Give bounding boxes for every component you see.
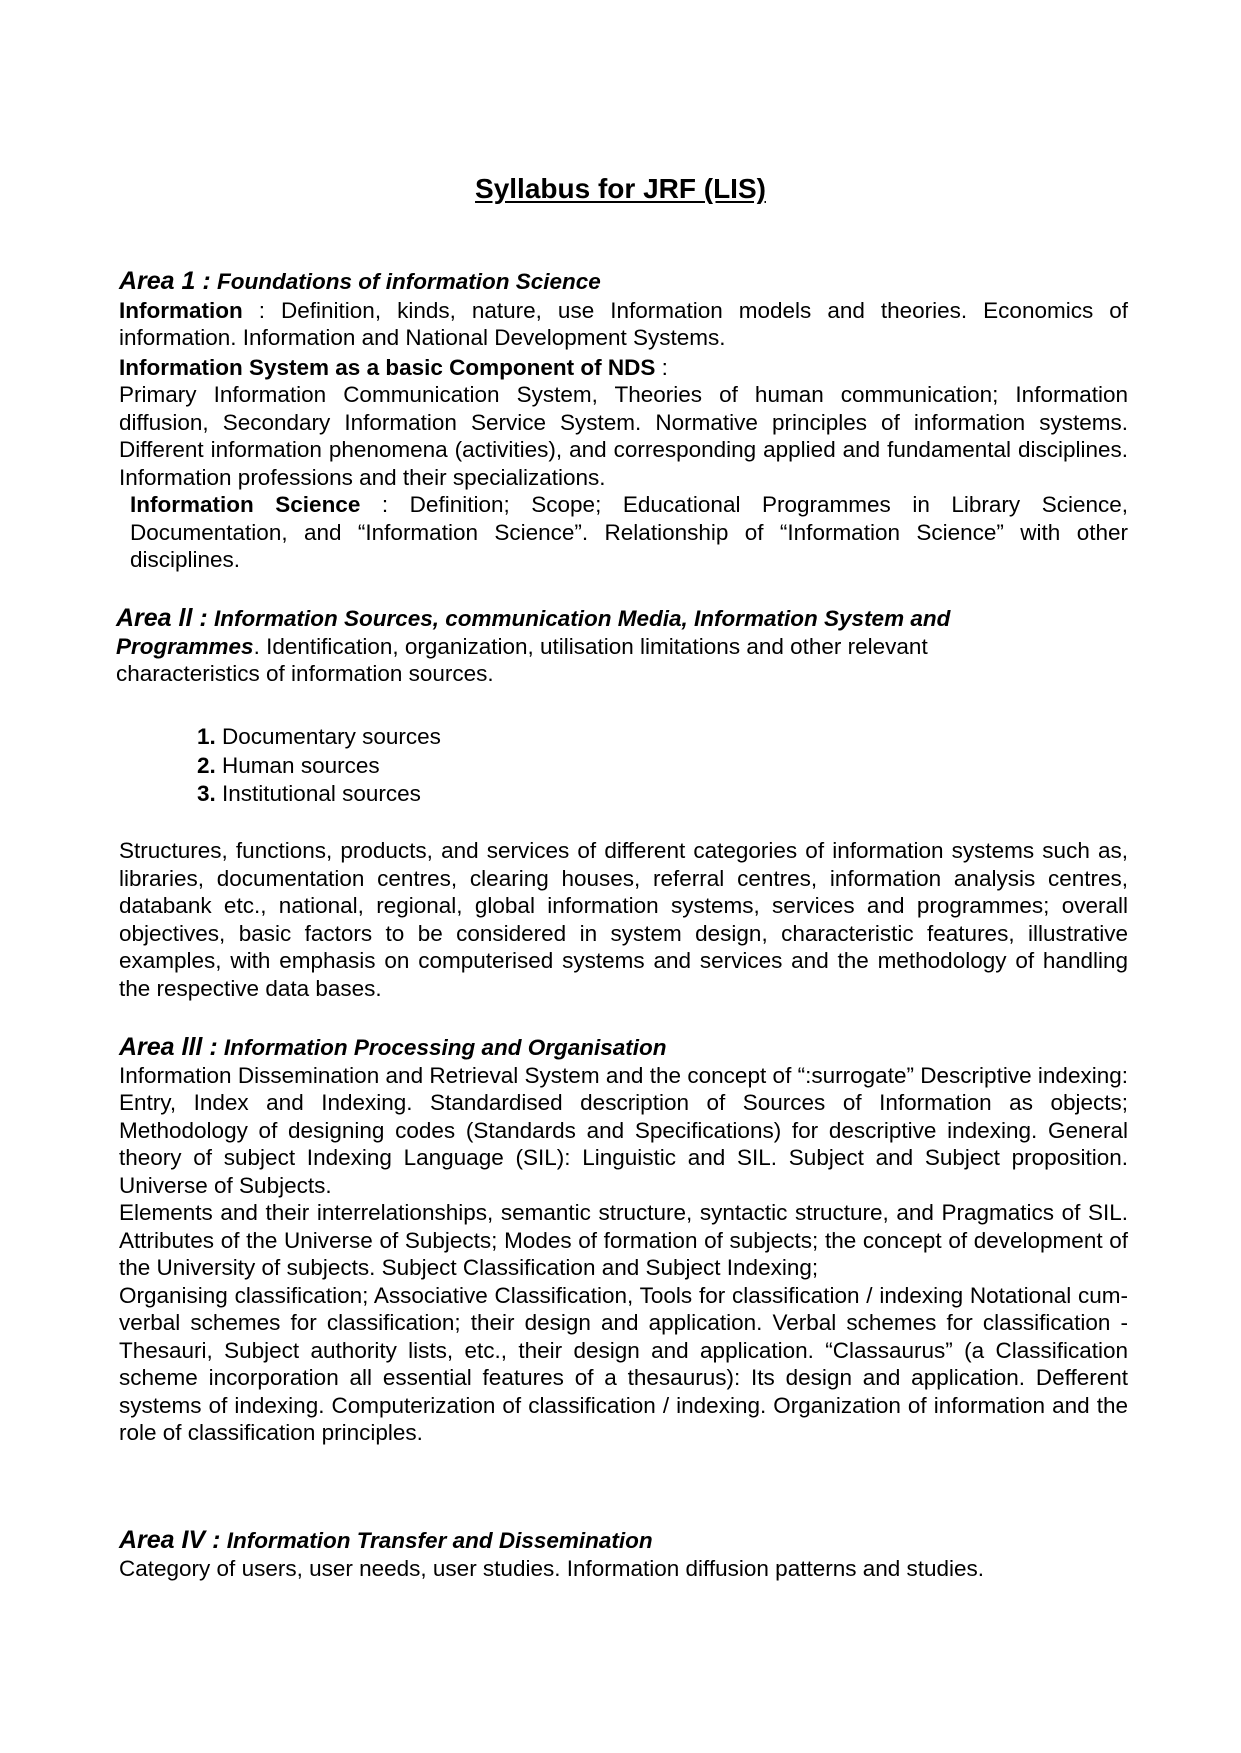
area-1-system-heading bbox=[119, 354, 1128, 382]
area-1-information-paragraph bbox=[119, 297, 1128, 352]
area-4-paragraph: Category of users, user needs, user studies. Information diffusion patterns and studies. bbox=[119, 1555, 985, 1581]
area-3-paragraph-2: Elements and their interrelationships, semantic structure, syntactic structure, and Pragmatics of SIL. Attributes of the Universe of Subjects; Modes of formation of subjects; the concept of development of the University of subjects. Subject Classification and Subject Indexing; bbox=[119, 1200, 1128, 1280]
area-1-science-paragraph bbox=[119, 491, 1128, 574]
information-text: : Definition, kinds, nature, use Information models and theories. Economics of information. Information and National Development Systems. bbox=[119, 297, 1128, 350]
list-item: 1. Documentary sources bbox=[197, 724, 441, 749]
area-1-section bbox=[119, 268, 1128, 574]
area-1-label: Area 1 : bbox=[119, 267, 211, 295]
area-2-section bbox=[116, 605, 1128, 688]
list-item: 3. Institutional sources bbox=[197, 781, 421, 806]
area-3-heading bbox=[119, 1034, 1128, 1062]
area-3-paragraph-1: Information Dissemination and Retrieval System and the concept of “:surrogate” Descriptive indexing: Entry, Index and Indexing. Standardised description of Sources of Information as objects; Methodology of designing codes (Standards and Specifications) for descriptive indexing. General theory of subject Indexing Language (SIL): Linguistic and SIL. Subject and Subject proposition. Universe of Subjects. bbox=[119, 1062, 1128, 1198]
area-2-title-end: Programmes bbox=[116, 633, 254, 659]
page-title: Syllabus for JRF (LIS) bbox=[475, 173, 766, 204]
system-colon: : bbox=[655, 354, 668, 380]
area-2-title: Information Sources, communication Media, Information System and bbox=[213, 606, 951, 631]
area-3-title: Information Processing and Organisation bbox=[223, 1035, 667, 1060]
area-3-label: Area lll : bbox=[119, 1033, 218, 1061]
area-2-heading bbox=[116, 605, 1128, 633]
science-term: Information Science bbox=[130, 492, 361, 517]
system-term: Information System as a basic Component of NDS bbox=[119, 354, 656, 380]
area-4-title: Information Transfer and Dissemination bbox=[226, 1528, 653, 1553]
area-2-structures-paragraph: Structures, functions, products, and services of different categories of information systems such as, libraries, documentation centres, clearing houses, referral centres, information analysis centres, databank etc., national, regional, global information systems, services and programmes; overall objectives, basic factors to be considered in system design, characteristic features, illustrative examples, with emphasis on computerised systems and services and the methodology of handling the respective data bases. bbox=[119, 838, 1128, 1001]
sources-list bbox=[197, 723, 797, 809]
area-1-title: Foundations of information Science bbox=[216, 269, 601, 294]
area-4-section bbox=[119, 1527, 1128, 1582]
area-2-intro-text: . Identification, organization, utilisation limitations and other relevant characteristics of information sources. bbox=[116, 633, 928, 686]
science-text: : Definition; Scope; Educational Programmes in Library Science, Documentation, and “Information Science”. Relationship of “Information Science” with other disciplines. bbox=[130, 492, 1128, 572]
area-4-heading bbox=[119, 1527, 1128, 1555]
area-1-heading bbox=[119, 268, 1128, 296]
area-2-label: Area ll : bbox=[116, 604, 208, 632]
list-item: 2. Human sources bbox=[197, 752, 380, 778]
area-3-paragraph-3: Organising classification; Associative Classification, Tools for classification / indexing Notational cum-verbal schemes for classification; their design and application. Verbal schemes for classification - Thesauri, Subject authority lists, etc., their design and application. “Classaurus” (a Classification scheme incorporation all essential features of a thesaurus): Its design and application. Defferent systems of indexing. Computerization of classification / indexing. Organization of information and the role of classification principles. bbox=[119, 1282, 1128, 1445]
area-2-intro-paragraph bbox=[116, 633, 1046, 688]
information-term: Information bbox=[119, 297, 243, 323]
area-4-label: Area IV : bbox=[119, 1526, 221, 1554]
area-3-section bbox=[119, 1034, 1128, 1447]
area-1-system-paragraph: Primary Information Communication System, Theories of human communication; Information diffusion, Secondary Information Service System. Normative principles of information systems. Different information phenomena (activities), and corresponding applied and fundamental disciplines. Information professions and their specializations. bbox=[119, 382, 1128, 490]
